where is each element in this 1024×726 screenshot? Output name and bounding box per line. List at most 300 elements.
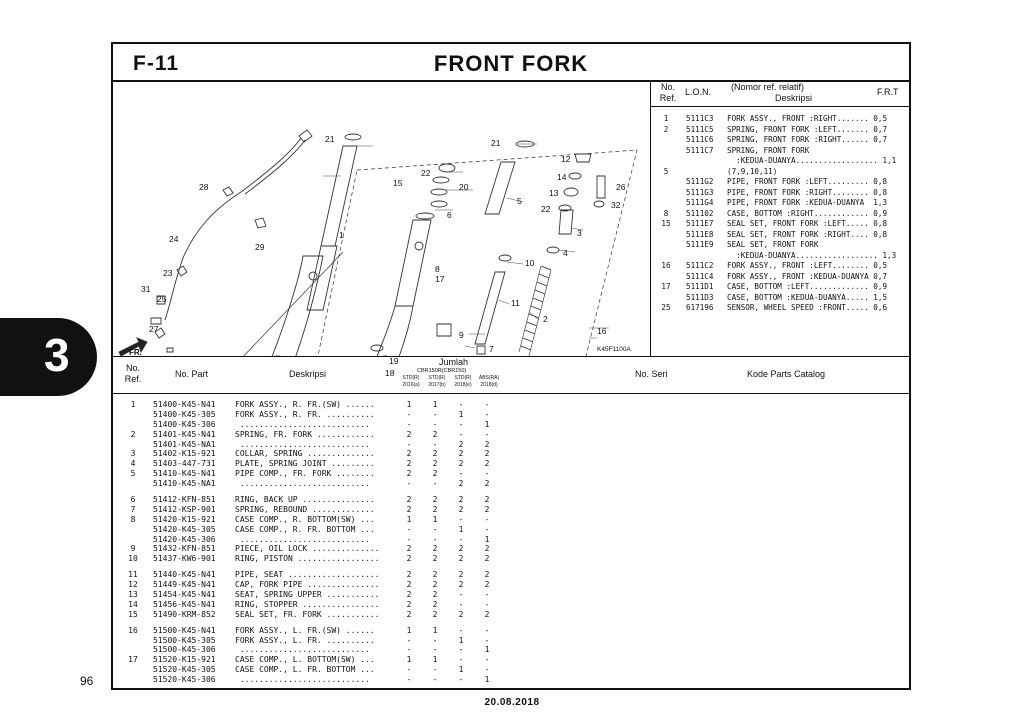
row-description: RING, BACK UP ............... — [235, 495, 375, 505]
lon-row — [651, 125, 909, 136]
callout-28: 27 — [149, 324, 159, 334]
lon-row — [651, 230, 909, 241]
row-qty: - — [406, 439, 412, 449]
row-qty: 2 — [458, 449, 464, 459]
lon-row — [651, 156, 909, 167]
row-qty: 1 — [458, 665, 464, 675]
row-qty: - — [458, 534, 464, 544]
row-qty: 1 — [406, 625, 412, 635]
row-ref: 11 — [128, 570, 138, 580]
row-ref: 13 — [128, 590, 138, 600]
row-part-number: 51403-447-731 — [153, 459, 216, 469]
row-qty: - — [406, 524, 412, 534]
row-qty: 2 — [432, 504, 438, 514]
callout-11: 11 — [511, 298, 520, 308]
lon-row — [651, 282, 909, 293]
row-qty: - — [484, 625, 490, 635]
row-qty: - — [484, 514, 490, 524]
row-qty: 2 — [458, 554, 464, 564]
lon-col-desc-1: (Nomor ref. relatif) — [731, 82, 805, 92]
table-row — [113, 525, 909, 535]
row-description: PLATE, SPRING JOINT ......... — [235, 459, 375, 469]
lon-row-ref: 8 — [663, 208, 669, 218]
callout-8: 8 — [435, 264, 440, 274]
row-qty: 2 — [484, 504, 490, 514]
lon-row-code: 5111C6 — [686, 135, 714, 144]
lon-row — [651, 209, 909, 220]
callout-10: 10 — [525, 258, 535, 268]
lon-row-desc: SEAL SET, FRONT FORK — [727, 240, 819, 249]
row-description: RING, PISTON ................. — [235, 554, 380, 564]
row-description: CASE COMP., R. FR. BOTTOM ... — [235, 524, 375, 534]
row-ref: 9 — [130, 544, 136, 554]
lon-row-code: 5111C3 — [686, 114, 714, 123]
lon-row-desc: FORK ASSY., FRONT :RIGHT....... 0,5 — [727, 114, 888, 123]
callout-12: 12 — [561, 154, 571, 164]
lon-row-code: 5111G4 — [686, 198, 714, 207]
col-catalog: Kode Parts Catalog — [747, 369, 826, 379]
table-row — [113, 554, 909, 564]
lon-row-desc: SPRING, FRONT FORK — [727, 145, 810, 155]
row-qty: 1 — [406, 514, 412, 524]
callout-6: 6 — [447, 210, 452, 220]
lon-row-desc: FORK ASSY., FRONT :KEDUA-DUANYA 0,7 — [727, 271, 888, 281]
lon-row-ref: 15 — [661, 219, 671, 228]
callout-17: 17 — [435, 274, 445, 284]
row-part-number: 51420-K45-305 — [153, 524, 216, 534]
table-row — [113, 515, 909, 525]
row-qty: 2 — [458, 459, 464, 469]
table-row — [113, 505, 909, 515]
callout-5: 5 — [517, 196, 522, 206]
row-description: ........................... — [235, 645, 370, 655]
lon-col-lon: L.O.N. — [685, 87, 712, 97]
lon-row-ref: 25 — [661, 303, 671, 312]
callout-32: 31 — [141, 284, 151, 294]
table-row — [113, 645, 909, 655]
row-qty: 2 — [484, 459, 490, 469]
row-description: ........................... — [235, 419, 370, 429]
lon-row-ref: 1 — [663, 114, 669, 123]
table-row — [113, 570, 909, 580]
page-number: 96 — [80, 674, 94, 688]
row-qty: 2 — [432, 449, 438, 459]
lon-row-ref: 2 — [663, 124, 669, 134]
row-qty: 2 — [406, 495, 412, 505]
callout-29: 28 — [199, 182, 209, 192]
row-part-number: 51449-K45-N41 — [153, 580, 216, 590]
row-qty: 2 — [432, 459, 438, 469]
row-qty: - — [432, 645, 438, 655]
col-ref-2: Ref. — [124, 374, 142, 384]
chapter-number: 3 — [44, 329, 70, 381]
table-row — [113, 626, 909, 636]
callout-20: 20 — [459, 182, 469, 192]
row-part-number: 51410-K45-NA1 — [153, 479, 216, 489]
lon-row-desc: PIPE, FRONT FORK :KEDUA-DUANYA 1,3 — [727, 198, 888, 207]
row-qty: - — [406, 665, 412, 675]
row-description: ........................... — [235, 534, 370, 544]
table-row — [113, 600, 909, 610]
row-ref: 4 — [130, 459, 136, 469]
row-qty: - — [458, 469, 464, 479]
row-part-number: 51500-K45-306 — [153, 645, 216, 655]
row-part-number: 51432-KFN-851 — [153, 544, 216, 554]
row-part-number: 51520-K15-921 — [153, 655, 216, 665]
row-qty: 1 — [432, 655, 438, 665]
row-part-number: 51412-KFN-851 — [153, 495, 216, 505]
lon-col-ref-2: Ref. — [659, 93, 677, 103]
row-description: FORK ASSY., L. FR. .......... — [235, 635, 375, 645]
lon-row — [651, 167, 909, 178]
lon-row — [651, 240, 909, 251]
table-row — [113, 469, 909, 479]
row-ref: 5 — [130, 469, 136, 479]
row-description: ........................... — [235, 439, 370, 449]
row-qty: - — [484, 400, 490, 409]
lon-row — [651, 135, 909, 146]
row-qty: - — [458, 645, 464, 655]
lon-row-code: 5111D1 — [686, 282, 714, 291]
lon-row-code: 5111E8 — [686, 229, 714, 239]
row-qty: 2 — [458, 570, 464, 580]
row-qty: - — [432, 665, 438, 675]
lon-row-code: 5111C5 — [686, 124, 714, 134]
lon-row — [651, 219, 909, 230]
row-ref: 8 — [130, 514, 136, 524]
lon-row-ref: 17 — [661, 282, 671, 291]
lon-row-code: 5111D3 — [686, 292, 714, 302]
row-part-number: 51420-K15-921 — [153, 514, 216, 524]
callout-1: 1 — [339, 230, 344, 240]
lon-row-desc: PIPE, FRONT FORK :LEFT......... 0,8 — [727, 177, 888, 186]
lon-row — [651, 261, 909, 272]
row-description: FORK ASSY., R. FR.(SW) ...... — [235, 400, 375, 409]
row-qty: 2 — [432, 544, 438, 554]
lon-row — [651, 251, 909, 262]
row-qty: 2 — [484, 439, 490, 449]
row-qty: 1 — [406, 655, 412, 665]
row-description: RING, STOPPER ................ — [235, 599, 380, 609]
table-row — [113, 479, 909, 489]
row-qty: 2 — [406, 504, 412, 514]
row-qty: - — [458, 599, 464, 609]
row-ref: 1 — [130, 400, 136, 409]
row-qty: - — [406, 645, 412, 655]
callout-15: 15 — [393, 178, 403, 188]
lon-row-ref: 16 — [661, 261, 671, 270]
row-qty: 2 — [432, 580, 438, 590]
row-part-number: 51437-KW6-901 — [153, 554, 216, 564]
row-description: FORK ASSY., R. FR. .......... — [235, 409, 375, 419]
figure-code: F-11 — [133, 52, 180, 75]
row-qty: 1 — [484, 534, 490, 544]
lon-panel — [651, 80, 909, 356]
lon-rows — [651, 114, 909, 314]
row-part-number: 51420-K45-306 — [153, 534, 216, 544]
row-qty: 2 — [458, 479, 464, 489]
callout-26: 25 — [157, 294, 167, 304]
row-description: SPRING, FR. FORK ............ — [235, 429, 375, 439]
row-qty: 1 — [432, 400, 438, 409]
callout-21a: 21 — [325, 134, 335, 144]
row-qty: 1 — [484, 419, 490, 429]
row-part-number: 51401-K45-NA1 — [153, 439, 216, 449]
table-row — [113, 440, 909, 450]
row-qty: - — [432, 479, 438, 489]
col-qty-model: CBR150R(CBR150) — [417, 368, 467, 374]
row-ref: 3 — [130, 449, 136, 459]
row-qty: - — [458, 429, 464, 439]
table-row — [113, 675, 909, 685]
row-part-number: 51490-KRM-852 — [153, 609, 216, 619]
row-ref: 14 — [128, 599, 138, 609]
row-part-number: 51412-KSP-901 — [153, 504, 216, 514]
row-description: ........................... — [235, 479, 370, 489]
row-qty: - — [432, 534, 438, 544]
lon-row-code: 5111G3 — [686, 187, 714, 197]
callout-7: 7 — [489, 344, 494, 354]
row-qty: 2 — [406, 544, 412, 554]
lon-row-desc: FORK ASSY., FRONT :LEFT........ 0,5 — [727, 261, 888, 270]
row-part-number: 51400-K45-305 — [153, 409, 216, 419]
lon-row-desc: PIPE, FRONT FORK :RIGHT........ 0,8 — [727, 187, 888, 197]
row-qty: 1 — [406, 400, 412, 409]
row-qty: - — [458, 590, 464, 600]
lon-row-code: 5111C2 — [686, 261, 714, 270]
row-qty: 2 — [406, 580, 412, 590]
row-qty: 2 — [432, 469, 438, 479]
row-description: PIPE COMP., FR. FORK ........ — [235, 469, 375, 479]
row-ref: 12 — [128, 580, 138, 590]
row-description: CASE COMP., L. BOTTOM(SW) ... — [235, 655, 375, 665]
row-qty: - — [406, 419, 412, 429]
row-description: PIECE, OIL LOCK .............. — [235, 544, 380, 554]
row-ref: 10 — [128, 554, 138, 564]
row-qty: 2 — [432, 609, 438, 619]
row-qty: 2 — [406, 429, 412, 439]
table-row — [113, 420, 909, 430]
row-qty: - — [406, 635, 412, 645]
callout-18: 18 — [385, 368, 395, 378]
col-desc: Deskripsi — [289, 369, 327, 379]
row-qty: 1 — [484, 645, 490, 655]
row-qty: 2 — [406, 609, 412, 619]
row-part-number: 51456-K45-N41 — [153, 599, 216, 609]
row-description: CAP, FORK PIPE ............... — [235, 580, 380, 590]
lon-row-desc: SPRING, FRONT FORK :LEFT....... 0,7 — [727, 124, 888, 134]
row-qty: 2 — [406, 554, 412, 564]
row-qty: 2 — [406, 570, 412, 580]
row-qty: - — [406, 409, 412, 419]
lon-row-code: 5111C4 — [686, 271, 714, 281]
qty-col-2-l1: STD(R) — [428, 375, 446, 381]
row-qty: 2 — [432, 590, 438, 600]
qty-col-3-l2: 2018(e) — [454, 382, 472, 388]
col-ref-1: No. — [125, 363, 140, 373]
row-qty: - — [406, 479, 412, 489]
row-qty: 1 — [458, 635, 464, 645]
row-qty: 2 — [406, 469, 412, 479]
row-qty: 2 — [406, 449, 412, 459]
callout-16: 16 — [597, 326, 607, 336]
row-qty: - — [458, 655, 464, 665]
callout-21b: 21 — [491, 138, 501, 148]
lon-row-code: 511102 — [686, 208, 714, 218]
row-qty: - — [484, 599, 490, 609]
row-qty: 1 — [458, 409, 464, 419]
lon-row-code: 5111E7 — [686, 219, 714, 228]
qty-col-1-l1: STD(R) — [402, 375, 420, 381]
row-part-number: 51400-K45-N41 — [153, 400, 216, 409]
row-ref: 16 — [128, 625, 138, 635]
table-row — [113, 410, 909, 420]
table-row — [113, 610, 909, 620]
lon-row — [651, 114, 909, 125]
row-qty: - — [458, 400, 464, 409]
row-description: SEAT, SPRING UPPER ........... — [235, 590, 380, 600]
row-qty: 2 — [458, 439, 464, 449]
table-row — [113, 636, 909, 646]
row-qty: - — [432, 419, 438, 429]
row-description: ........................... — [235, 675, 370, 685]
callout-14: 14 — [557, 172, 567, 182]
col-serial: No. Seri — [635, 369, 668, 379]
row-part-number: 51410-K45-N41 — [153, 469, 216, 479]
lon-row-desc: CASE, BOTTOM :LEFT............. 0,9 — [727, 282, 888, 291]
row-qty: - — [458, 675, 464, 685]
row-qty: - — [484, 665, 490, 675]
callout-2: 2 — [543, 314, 548, 324]
row-qty: 2 — [484, 580, 490, 590]
lon-row — [651, 188, 909, 199]
row-qty: 2 — [458, 609, 464, 619]
row-part-number: 51401-K45-N41 — [153, 429, 216, 439]
row-qty: - — [484, 469, 490, 479]
qty-col-2-l2: 2017(b) — [428, 382, 446, 388]
lon-row-desc: (7,9,10,11) — [727, 166, 778, 176]
row-qty: 1 — [432, 625, 438, 635]
fork-drawing — [113, 80, 649, 356]
row-qty: 2 — [432, 429, 438, 439]
callout-9: 9 — [459, 330, 464, 340]
row-qty: 2 — [458, 544, 464, 554]
lon-row-desc: SPRING, FRONT FORK :RIGHT...... 0,7 — [727, 135, 888, 144]
row-ref: 15 — [128, 609, 138, 619]
row-qty: 2 — [432, 599, 438, 609]
row-qty: 2 — [484, 570, 490, 580]
callout-19: 19 — [389, 356, 399, 366]
lon-row — [651, 303, 909, 314]
row-qty: 2 — [484, 609, 490, 619]
table-row — [113, 544, 909, 554]
row-part-number: 51454-K45-N41 — [153, 590, 216, 600]
page-header — [113, 44, 909, 82]
table-row — [113, 430, 909, 440]
catalog-page-frame — [111, 42, 911, 690]
callout-13: 13 — [549, 188, 559, 198]
table-row — [113, 459, 909, 469]
row-qty: 1 — [458, 524, 464, 534]
parts-table-header — [113, 357, 909, 394]
row-description: FORK ASSY., L. FR.(SW) ...... — [235, 625, 375, 635]
row-description: CASE COMP., R. BOTTOM(SW) ... — [235, 514, 375, 524]
row-qty: 2 — [406, 599, 412, 609]
col-qty: Jumlah — [439, 357, 469, 367]
row-qty: - — [484, 635, 490, 645]
table-row — [113, 495, 909, 505]
row-ref: 2 — [130, 429, 136, 439]
row-ref: 6 — [130, 495, 136, 505]
lon-col-frt: F.R.T — [877, 87, 899, 97]
callout-31: 32 — [611, 200, 621, 210]
lon-row-ref: 5 — [663, 166, 669, 176]
row-qty: - — [432, 524, 438, 534]
row-qty: 2 — [406, 459, 412, 469]
row-part-number: 51520-K45-305 — [153, 665, 216, 675]
row-qty: 2 — [458, 504, 464, 514]
front-direction-label: FR. — [129, 348, 142, 357]
row-description: CASE COMP., L. FR. BOTTOM ... — [235, 665, 375, 675]
lon-row-desc: CASE, BOTTOM :RIGHT............ 0,9 — [727, 208, 888, 218]
lon-row — [651, 293, 909, 304]
row-qty: - — [484, 409, 490, 419]
row-description: SPRING, REBOUND ............. — [235, 504, 375, 514]
lon-col-ref-1: No. — [660, 82, 675, 92]
row-qty: - — [406, 675, 412, 685]
row-qty: 2 — [406, 590, 412, 600]
row-qty: - — [432, 675, 438, 685]
row-description: SEAL SET, FR. FORK ........... — [235, 609, 380, 619]
row-qty: 2 — [484, 495, 490, 505]
row-qty: - — [484, 655, 490, 665]
row-description: PIPE, SEAT ................... — [235, 570, 380, 580]
print-date: 20.08.2018 — [484, 697, 540, 708]
callout-22: 22 — [421, 168, 431, 178]
row-description: COLLAR, SPRING .............. — [235, 449, 375, 459]
row-qty: 2 — [484, 554, 490, 564]
table-row — [113, 665, 909, 675]
qty-col-1-l2: 2016(a) — [402, 382, 420, 388]
row-ref: 7 — [130, 504, 136, 514]
col-part: No. Part — [175, 369, 209, 379]
table-row — [113, 590, 909, 600]
row-qty: 2 — [432, 495, 438, 505]
lon-row-desc: :KEDUA-DUANYA.................. 1,1 — [727, 156, 897, 165]
row-qty: - — [458, 419, 464, 429]
diagram-code: K45F1100A — [597, 346, 631, 353]
callout-27: 26 — [616, 182, 626, 192]
lon-row-code: 5111G2 — [686, 177, 714, 186]
row-qty: 2 — [458, 580, 464, 590]
row-part-number: 51402-K15-921 — [153, 449, 216, 459]
row-qty: - — [484, 429, 490, 439]
table-row — [113, 535, 909, 545]
callout-23: 22 — [541, 204, 551, 214]
row-ref: 17 — [128, 655, 138, 665]
row-qty: - — [432, 409, 438, 419]
lon-row-desc: SEAL SET, FRONT FORK :RIGHT.... 0,8 — [727, 229, 888, 239]
lon-row-desc: SEAL SET, FRONT FORK :LEFT..... 0,8 — [727, 219, 888, 228]
row-qty: - — [432, 635, 438, 645]
table-row — [113, 449, 909, 459]
row-qty: 2 — [432, 570, 438, 580]
row-qty: - — [458, 514, 464, 524]
row-qty: - — [484, 524, 490, 534]
row-qty: 2 — [484, 449, 490, 459]
lon-row-code: 5111E9 — [686, 240, 714, 249]
row-qty: 2 — [484, 544, 490, 554]
